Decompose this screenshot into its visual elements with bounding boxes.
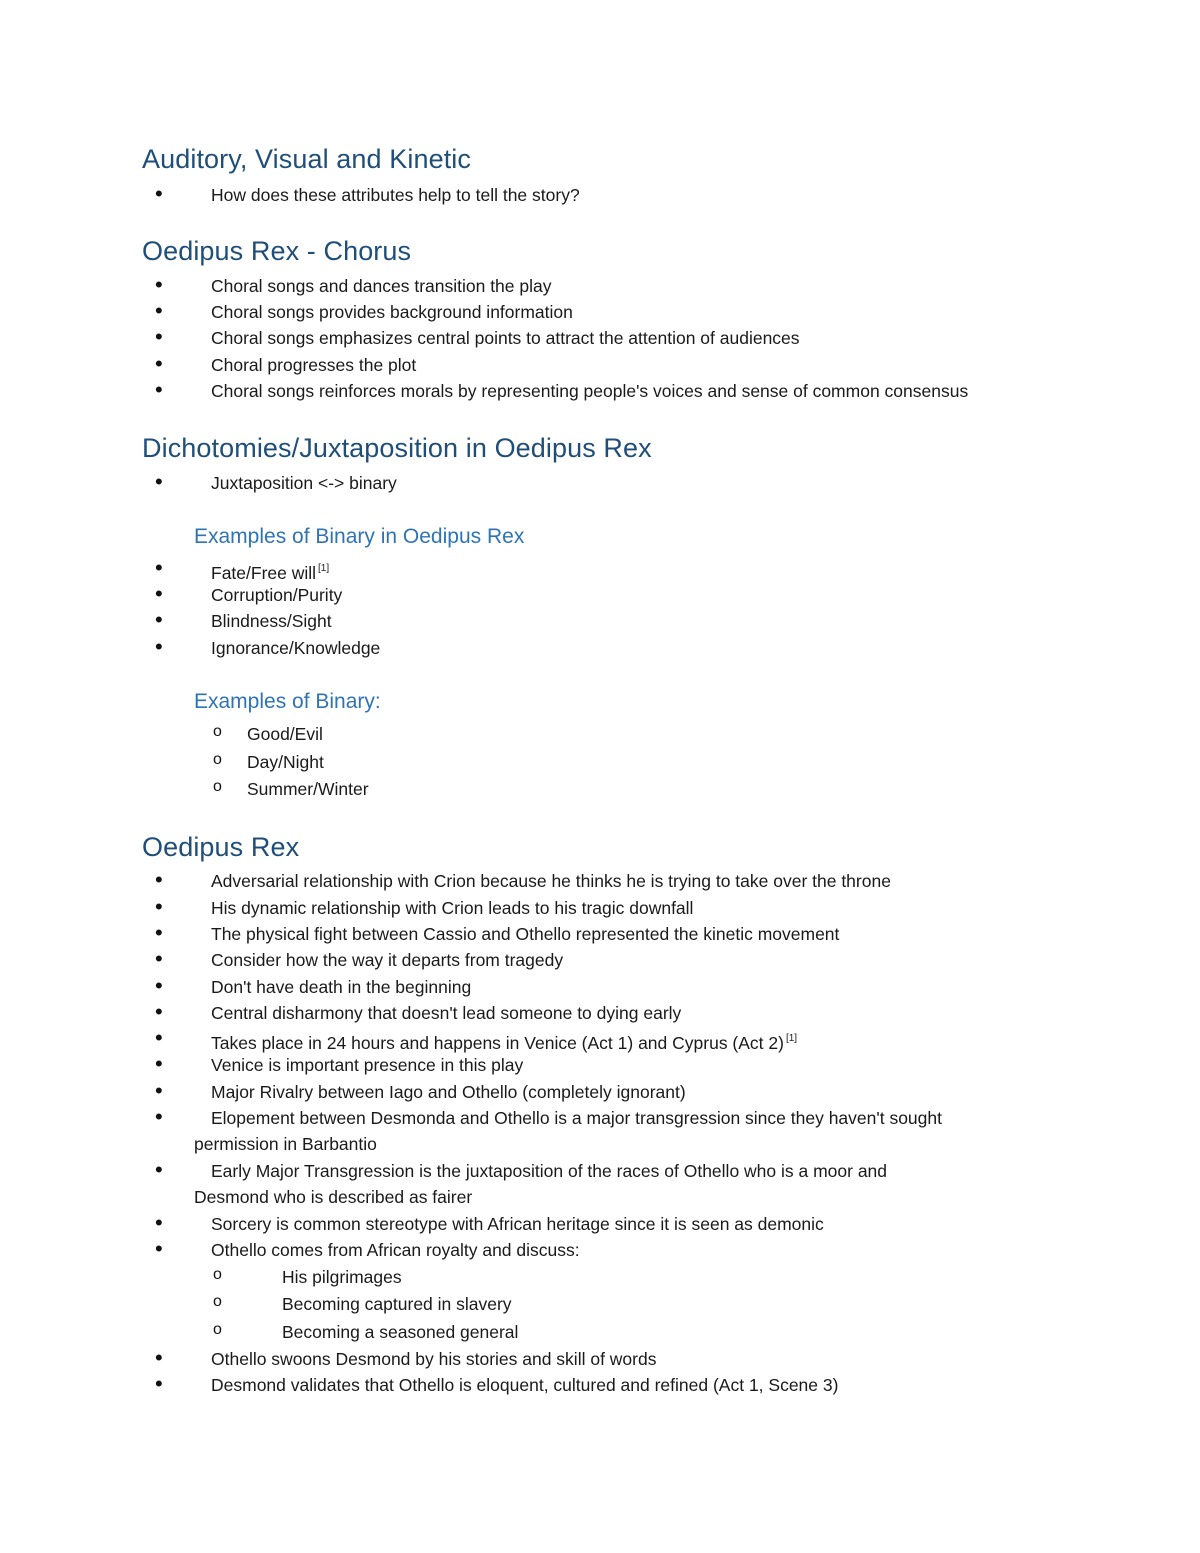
- footnote-ref[interactable]: [1]: [318, 563, 330, 574]
- list-item: • Adversarial relationship with Crion because he thinks he is trying to take over the throne: [211, 868, 1051, 894]
- heading-oedipus-chorus: Oedipus Rex - Chorus: [142, 236, 412, 266]
- list-item: • Venice is important presence in this play: [211, 1052, 1051, 1078]
- list-item: • The physical fight between Cassio and Othello represented the kinetic movement: [211, 921, 1051, 947]
- list-item: • Choral songs provides background information: [211, 299, 1051, 325]
- list-item: • Choral progresses the plot: [211, 352, 1051, 378]
- list-item: • His dynamic relationship with Crion leads to his tragic downfall: [211, 895, 1051, 921]
- sub-list-item: o Becoming a seasoned general: [282, 1319, 518, 1345]
- list-item: • Choral songs and dances transition the play: [211, 273, 1051, 299]
- heading-auditory-visual-kinetic: Auditory, Visual and Kinetic: [142, 144, 471, 174]
- list-item: • Choral songs emphasizes central points to attract the attention of audiences: [211, 325, 1051, 351]
- sub-list-item: o Becoming captured in slavery: [282, 1291, 512, 1317]
- subheading-binary-examples: Examples of Binary:: [194, 690, 381, 713]
- list-item-continuation: Desmond who is described as fairer: [194, 1187, 473, 1207]
- list-item-text: Fate/Free will: [211, 563, 317, 583]
- list-item-text: Takes place in 24 hours and happens in Venice (Act 1) and Cyprus (Act 2): [211, 1033, 784, 1053]
- heading-oedipus-rex: Oedipus Rex: [142, 832, 300, 862]
- list-item-text: Elopement between Desmonda and Othello is a major transgression since they haven't sought: [211, 1108, 942, 1128]
- list-item: • Consider how the way it departs from tragedy: [211, 947, 1051, 973]
- list-item-text: Early Major Transgression is the juxtaposition of the races of Othello who is a moor and: [211, 1161, 888, 1181]
- list-item: o Good/Evil: [247, 721, 323, 747]
- subheading-binary-oedipus: Examples of Binary in Oedipus Rex: [194, 525, 525, 548]
- list-item: • Othello swoons Desmond by his stories and skill of words: [211, 1346, 1051, 1372]
- list-item: • Ignorance/Knowledge: [211, 635, 1051, 661]
- list-item: • Blindness/Sight: [211, 608, 1051, 634]
- list-item: • Desmond validates that Othello is eloquent, cultured and refined (Act 1, Scene 3): [211, 1372, 1051, 1398]
- list-item: • Juxtaposition <-> binary: [211, 470, 1051, 496]
- list-item: • Central disharmony that doesn't lead someone to dying early: [211, 1000, 1051, 1026]
- list-item: • Sorcery is common stereotype with African heritage since it is seen as demonic: [211, 1211, 1051, 1237]
- footnote-ref[interactable]: [1]: [785, 1033, 798, 1044]
- list-item: • Othello comes from African royalty and discuss:: [211, 1237, 1051, 1263]
- list-item: [194, 1105, 1051, 1157]
- list-item: • How does these attributes help to tell the story?: [211, 182, 1051, 208]
- list-item: o Day/Night: [247, 749, 324, 775]
- sub-list-item: o His pilgrimages: [282, 1264, 402, 1290]
- list-item: • Don't have death in the beginning: [211, 974, 1051, 1000]
- list-item: [194, 1158, 1051, 1210]
- heading-dichotomies: Dichotomies/Juxtaposition in Oedipus Rex: [142, 433, 652, 463]
- list-item: • Major Rivalry between Iago and Othello (completely ignorant): [211, 1079, 1051, 1105]
- list-item: • Choral songs reinforces morals by representing people's voices and sense of common consensus: [211, 378, 1051, 404]
- list-item: • Corruption/Purity: [211, 582, 1051, 608]
- list-item-continuation: permission in Barbantio: [194, 1134, 377, 1154]
- list-item: o Summer/Winter: [247, 776, 369, 802]
